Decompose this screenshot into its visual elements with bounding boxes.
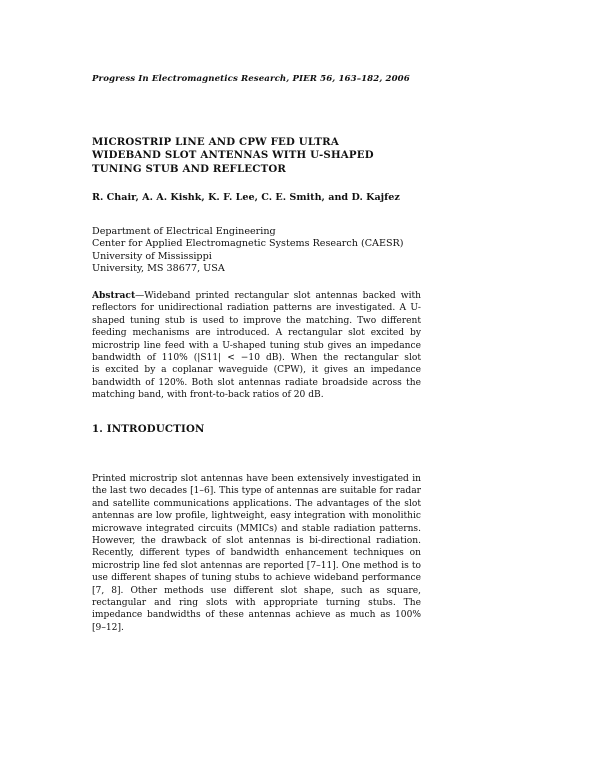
body-line: However, the drawback of slot antennas is bi-directional radiation. <box>92 536 421 547</box>
body-line: microwave integrated circuits (MMICs) and stable radiation patterns. <box>92 523 421 534</box>
abstract-line: matching band, with front-to-back ratios of 20 dB. <box>92 390 324 401</box>
abstract-line: shaped tuning stub is used to improve the matching. Two different <box>92 315 421 326</box>
title-line: TUNING STUB AND REFLECTOR <box>92 162 287 175</box>
affiliation-line: University, MS 38677, USA <box>92 263 225 275</box>
affiliation-block <box>92 226 404 276</box>
body-line: Recently, different types of bandwidth enhancement techniques on <box>92 548 421 559</box>
body-line: use different shapes of tuning stubs to achieve wideband performance <box>92 573 421 584</box>
abstract-line: microstrip line feed with a U-shaped tuning stub gives an impedance <box>92 340 421 351</box>
section-heading: 1. INTRODUCTION <box>92 423 205 435</box>
body-line: rectangular and ring slots with appropriate turning stubs. The <box>92 598 421 609</box>
body-line: the last two decades [1–6]. This type of antennas are suitable for radar <box>92 486 421 497</box>
affiliation-line: Department of Electrical Engineering <box>92 226 276 237</box>
abstract-line: feeding mechanisms are introduced. A rectangular slot excited by <box>92 328 421 339</box>
abstract-line: bandwidth of 120%. Both slot antennas radiate broadside across the <box>92 377 421 388</box>
body-line: Printed microstrip slot antennas have been extensively investigated in <box>92 474 421 484</box>
affiliation-line: Center for Applied Electromagnetic Systems Research (CAESR) <box>92 238 404 250</box>
journal-header: Progress In Electromagnetics Research, PIER 56, 163–182, 2006 <box>92 74 410 84</box>
abstract-line <box>92 290 421 302</box>
body-line: [7, 8]. Other methods use different slot shape, such as square, <box>92 585 421 596</box>
abstract-line: is excited by a coplanar waveguide (CPW), it gives an impedance <box>92 365 421 376</box>
author-list: R. Chair, A. A. Kishk, K. F. Lee, C. E. Smith, and D. Kajfez <box>92 192 400 203</box>
abstract-first-line: —Wideband printed rectangular slot antennas backed with <box>135 291 421 301</box>
affiliation-line: University of Mississippi <box>92 250 212 262</box>
body-line: microstrip line fed slot antennas are reported [7–11]. One method is to <box>92 560 421 571</box>
paper-title <box>92 136 374 176</box>
body-line: antennas are low profile, lightweight, easy integration with monolithic <box>92 511 421 522</box>
abstract-label: Abstract <box>92 290 136 301</box>
title-line: WIDEBAND SLOT ANTENNAS WITH U-SHAPED <box>92 149 374 162</box>
body-line: and satellite communications applications. The advantages of the slot <box>92 498 421 509</box>
abstract-line: reflectors for unidirectional radiation patterns are investigated. A U- <box>92 303 421 314</box>
abstract-line: bandwidth of 110% (|S11| < −10 dB). When the rectangular slot <box>92 353 421 364</box>
body-line: impedance bandwidths of these antennas achieve as much as 100% <box>92 610 421 621</box>
title-line: MICROSTRIP LINE AND CPW FED ULTRA <box>92 136 339 148</box>
introduction-body <box>92 473 421 634</box>
body-line: [9–12]. <box>92 622 124 633</box>
abstract-block <box>92 290 421 402</box>
